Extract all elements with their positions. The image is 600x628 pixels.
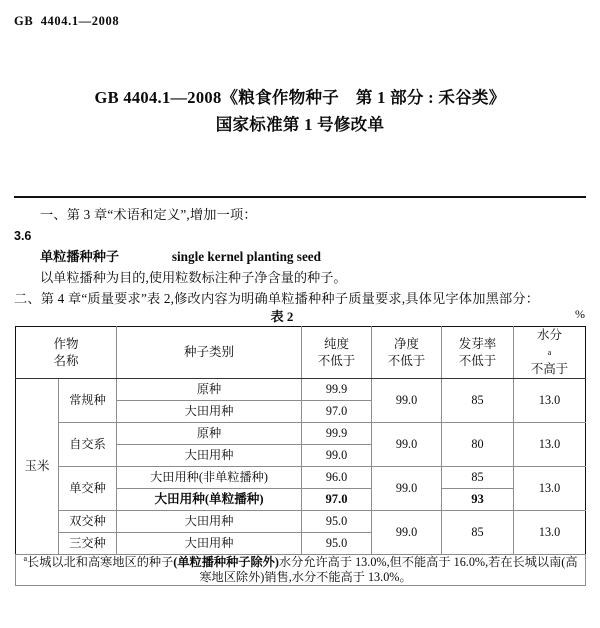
term-chinese: 单粒播种种子 <box>40 249 120 264</box>
running-head: GB 4404.1—2008 <box>14 14 120 28</box>
cell-germination: 93 <box>442 489 514 511</box>
amendment-body <box>14 204 586 309</box>
footnote-line-2: 寒地区除外)销售,水分不能高于 13.0%。 <box>199 570 412 584</box>
cell-category: 单交种 <box>59 467 117 511</box>
cell-seed-type: 原种 <box>117 379 302 401</box>
cell-purity: 95.0 <box>302 511 372 533</box>
table-row <box>16 423 586 445</box>
cell-category: 常规种 <box>59 379 117 423</box>
header-seed-category: 种子类别 <box>117 327 302 379</box>
header-crop-name: 作物 名称 <box>16 327 117 379</box>
cell-category: 双交种 <box>59 511 117 533</box>
cell-cleanliness: 99.0 <box>372 511 442 555</box>
clause-number: 3.6 <box>14 229 32 243</box>
term-entry <box>40 246 586 267</box>
footnote-mark: a <box>23 553 28 563</box>
cell-germination: 80 <box>442 423 514 467</box>
cell-seed-type: 大田用种 <box>117 445 302 467</box>
cell-moisture: 13.0 <box>514 511 586 555</box>
table-row <box>16 379 586 401</box>
cell-seed-type: 大田用种 <box>117 401 302 423</box>
header-cleanliness: 净度 不低于 <box>372 327 442 379</box>
cell-purity: 99.9 <box>302 423 372 445</box>
title-line-1: GB 4404.1—2008《粮食作物种子 第 1 部分 : 禾谷类》 <box>94 88 506 107</box>
table-row <box>16 467 586 489</box>
amendment-item-2: 二、第 4 章“质量要求”表 2,修改内容为明确单粒播种种子质量要求,具体见字体加黑部分： <box>14 291 540 306</box>
table-row <box>16 511 586 533</box>
cell-purity: 99.9 <box>302 379 372 401</box>
header-divider <box>14 196 586 198</box>
cell-moisture: 13.0 <box>514 379 586 423</box>
moisture-footnote-mark: a <box>547 348 552 357</box>
cell-purity: 99.0 <box>302 445 372 467</box>
header-germination: 发芽率 不低于 <box>442 327 514 379</box>
amendment-item-1: 一、第 3 章“术语和定义”,增加一项： <box>40 207 257 222</box>
cell-purity: 97.0 <box>302 401 372 423</box>
table-caption: 表 2 <box>270 309 294 324</box>
table-footnote <box>16 555 586 586</box>
table-caption-row <box>15 306 585 326</box>
cell-moisture: 13.0 <box>514 467 586 511</box>
cell-moisture: 13.0 <box>514 423 586 467</box>
header-purity: 纯度 不低于 <box>302 327 372 379</box>
term-definition: 以单粒播种为目的,使用粒数标注种子净含量的种子。 <box>40 270 347 285</box>
cell-seed-type: 原种 <box>117 423 302 445</box>
cell-germination: 85 <box>442 511 514 555</box>
table-header-row <box>16 327 586 379</box>
footnote-line-1: $^a$长城以北和高寒地区的种子(单粒播种种子除外)水分允许高于 13.0%,但不能高于 16.0%,若在长城以南(高 <box>23 553 578 569</box>
cell-category: 三交种 <box>59 533 117 555</box>
cell-cleanliness: 99.0 <box>372 379 442 423</box>
cell-category: 自交系 <box>59 423 117 467</box>
quality-requirements-table <box>15 326 586 586</box>
cell-seed-type: 大田用种 <box>117 511 302 533</box>
table-footnote-row <box>16 555 586 586</box>
cell-seed-type: 大田用种(单粒播种) <box>117 489 302 511</box>
table-unit-label: % <box>575 307 585 321</box>
cell-purity: 95.0 <box>302 533 372 555</box>
cell-purity: 97.0 <box>302 489 372 511</box>
cell-seed-type: 大田用种(非单粒播种) <box>117 467 302 489</box>
term-english: single kernel planting seed <box>171 249 321 264</box>
title-line-2: 国家标准第 1 号修改单 <box>215 115 385 134</box>
cell-purity: 96.0 <box>302 467 372 489</box>
cell-germination: 85 <box>442 379 514 423</box>
document-title <box>0 84 600 138</box>
cell-crop-name: 玉米 <box>16 379 59 555</box>
cell-germination: 85 <box>442 467 514 489</box>
cell-seed-type: 大田用种 <box>117 533 302 555</box>
cell-cleanliness: 99.0 <box>372 467 442 511</box>
cell-cleanliness: 99.0 <box>372 423 442 467</box>
header-moisture: 水分 a 不高于 <box>514 327 586 379</box>
